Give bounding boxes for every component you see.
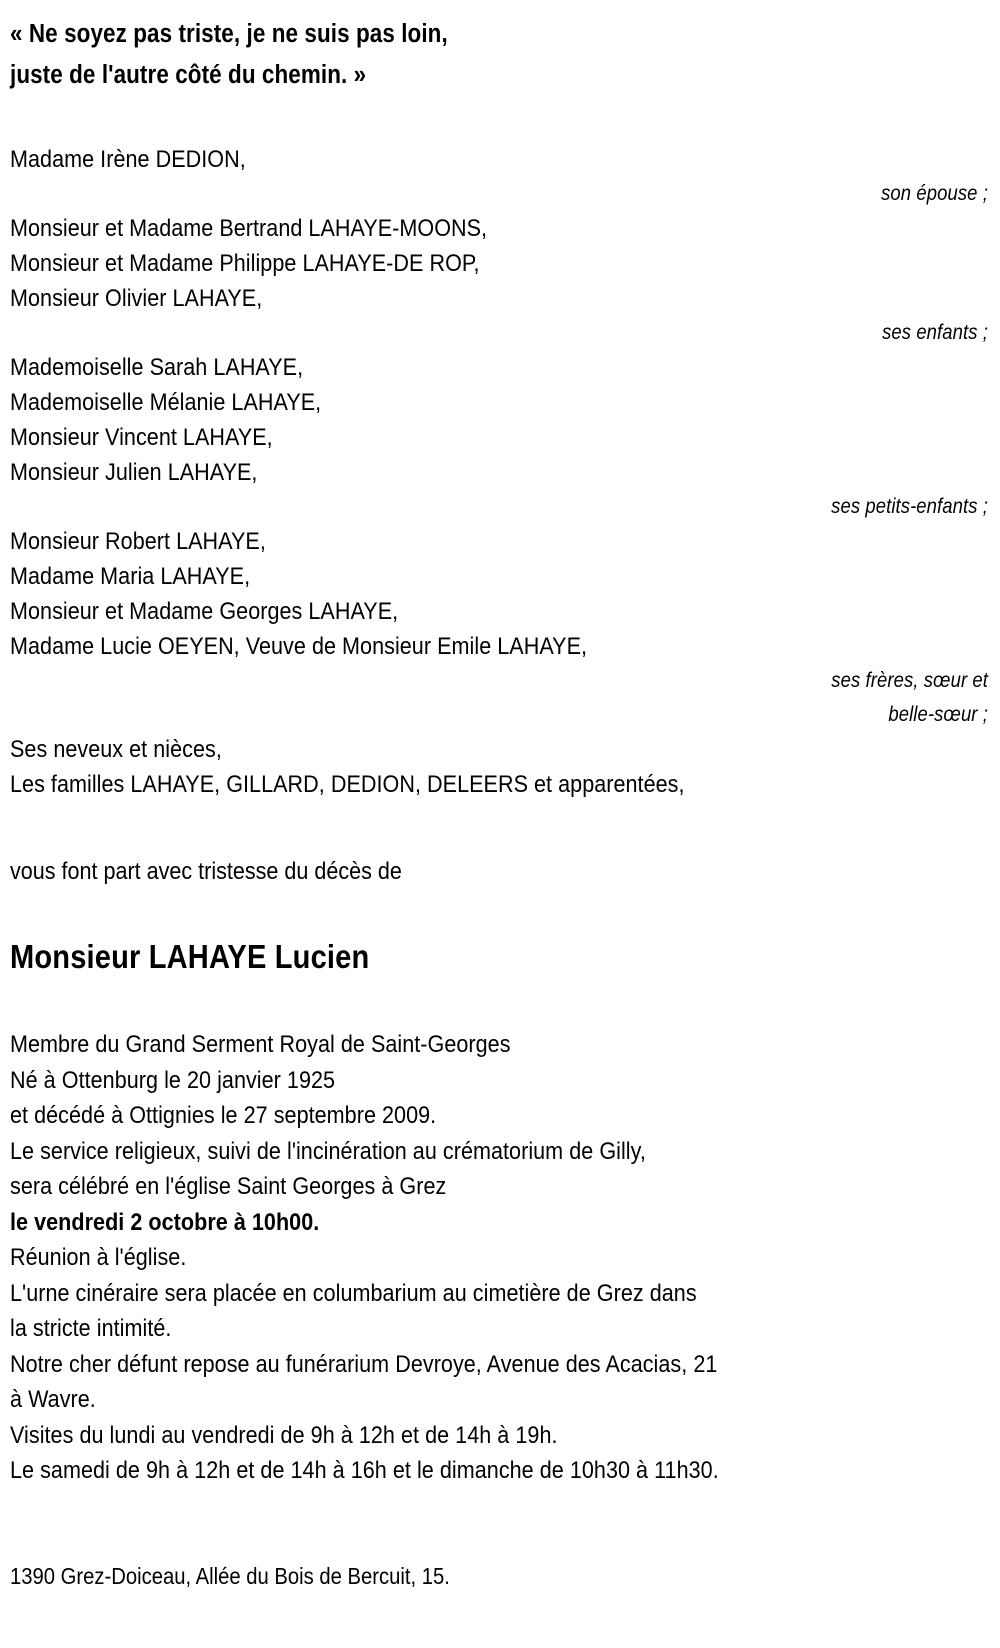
- epigraph-line-1: « Ne soyez pas triste, je ne suis pas loin,: [10, 20, 448, 48]
- detail-visiting-hours-weekdays: Visites du lundi au vendredi de 9h à 12h et de 14h à 19h.: [10, 1421, 558, 1449]
- detail-church: sera célébré en l'église Saint Georges à Grez: [10, 1173, 447, 1200]
- detail-birth: Né à Ottenburg le 20 janvier 1925: [10, 1066, 336, 1094]
- family-member-name: Monsieur Vincent LAHAYE,: [10, 424, 273, 451]
- family-group-siblings: [10, 524, 992, 732]
- relation-label-spouse: son épouse ;: [881, 182, 988, 205]
- detail-ceremony-datetime: le vendredi 2 octobre à 10h00.: [10, 1208, 320, 1236]
- epigraph-quote: [10, 14, 992, 96]
- detail-service-cremation: Le service religieux, suivi de l'incinération au crématorium de Gilly,: [10, 1137, 646, 1165]
- family-member-name: Monsieur et Madame Philippe LAHAYE-DE ROP,: [10, 250, 480, 277]
- family-group-children: [10, 211, 992, 350]
- family-group-spouse: [10, 142, 992, 211]
- relation-label-siblings-line-2: belle-sœur ;: [888, 703, 988, 726]
- relation-label-siblings-line-1: ses frères, sœur et: [831, 669, 988, 692]
- announcement-sentence: vous font part avec tristesse du décès de: [10, 858, 402, 885]
- detail-columbarium-line-1: L'urne cinéraire sera placée en columbarium au cimetière de Grez dans: [10, 1279, 697, 1307]
- family-member-name: Madame Maria LAHAYE,: [10, 563, 251, 590]
- family-member-name: Monsieur et Madame Bertrand LAHAYE-MOONS,: [10, 215, 488, 242]
- family-group-grandchildren: [10, 350, 992, 524]
- details-block: [10, 1027, 992, 1489]
- detail-death: et décédé à Ottignies le 27 septembre 2009.: [10, 1102, 437, 1129]
- family-member-name: Monsieur Julien LAHAYE,: [10, 459, 258, 486]
- other-relatives: [10, 732, 992, 802]
- family-member-name: Monsieur Olivier LAHAYE,: [10, 285, 263, 312]
- family-member-name: Monsieur Robert LAHAYE,: [10, 528, 266, 555]
- epigraph-line-2: juste de l'autre côté du chemin. »: [10, 61, 367, 89]
- detail-funerarium-line-2: à Wavre.: [10, 1386, 96, 1413]
- relation-label-grandchildren: ses petits-enfants ;: [831, 495, 988, 518]
- family-member-name: Madame Lucie OEYEN, Veuve de Monsieur Emile LAHAYE,: [10, 633, 588, 660]
- family-listing: [10, 142, 992, 802]
- detail-funerarium-line-1: Notre cher défunt repose au funérarium Devroye, Avenue des Acacias, 21: [10, 1350, 718, 1378]
- relation-label-children: ses enfants ;: [882, 321, 988, 344]
- family-member-name: Mademoiselle Mélanie LAHAYE,: [10, 389, 322, 416]
- relatives-nephews-nieces: Ses neveux et nièces,: [10, 736, 222, 763]
- family-member-name: Mademoiselle Sarah LAHAYE,: [10, 354, 304, 381]
- detail-membership: Membre du Grand Serment Royal de Saint-Georges: [10, 1031, 511, 1058]
- relatives-families: Les familles LAHAYE, GILLARD, DEDION, DELEERS et apparentées,: [10, 771, 685, 798]
- detail-visiting-hours-weekend: Le samedi de 9h à 12h et de 14h à 16h et le dimanche de 10h30 à 11h30.: [10, 1457, 719, 1484]
- family-member-name: Madame Irène DEDION,: [10, 146, 246, 173]
- family-member-name: Monsieur et Madame Georges LAHAYE,: [10, 598, 399, 625]
- detail-columbarium-line-2: la stricte intimité.: [10, 1315, 172, 1342]
- detail-gathering: Réunion à l'église.: [10, 1244, 187, 1271]
- footer-address: 1390 Grez-Doiceau, Allée du Bois de Bercuit, 15.: [10, 1562, 450, 1589]
- deceased-name-heading: Monsieur LAHAYE Lucien: [10, 938, 370, 975]
